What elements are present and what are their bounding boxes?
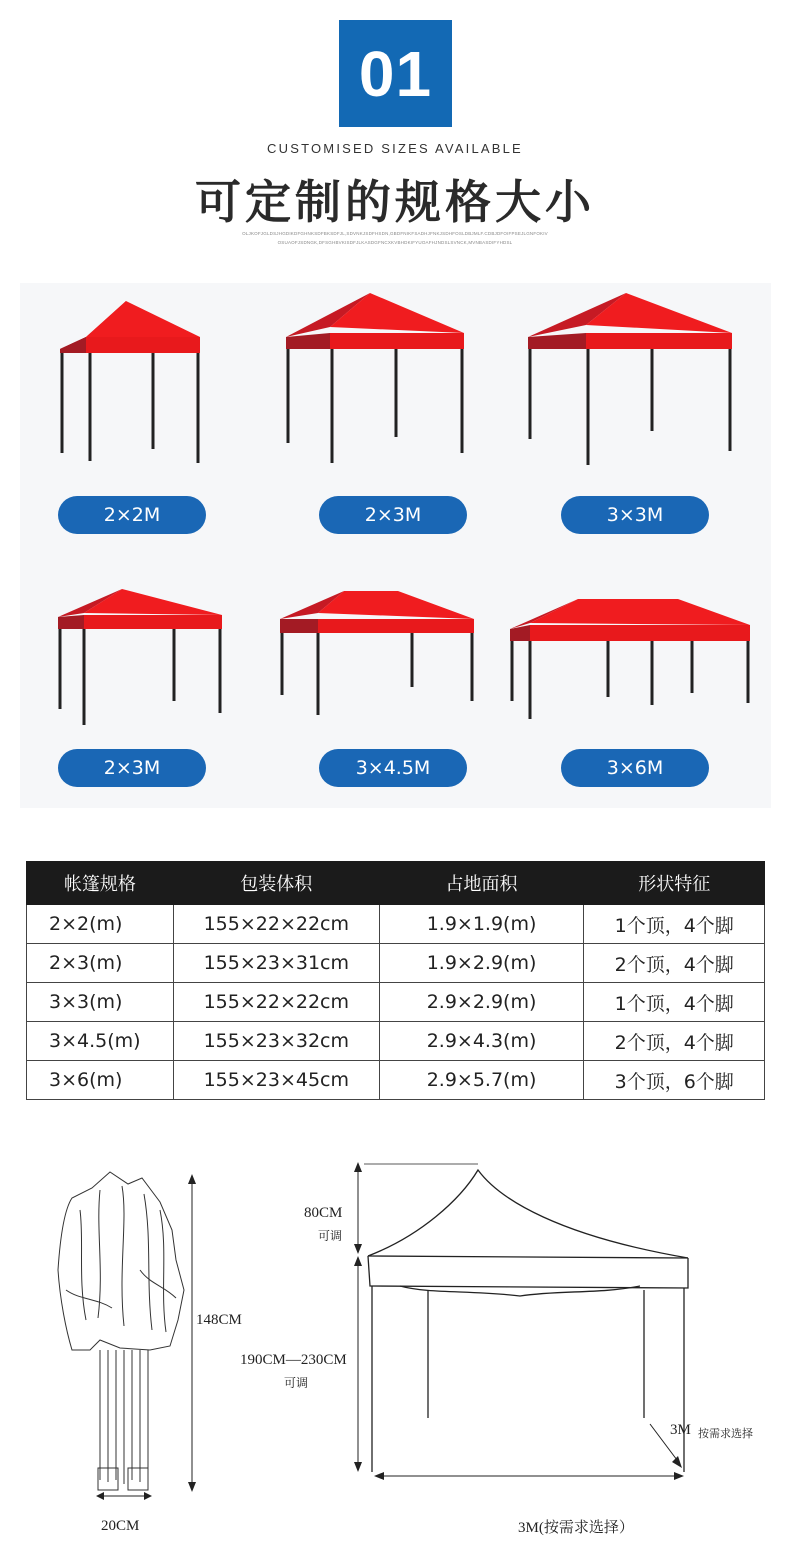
- depth-note-label: 按需求选择: [698, 1427, 753, 1440]
- table-cell: 2×2(m): [27, 905, 174, 944]
- table-cell: 1个顶，4个脚: [584, 983, 765, 1022]
- size-label-3x3: 3×3M: [561, 496, 709, 534]
- decorative-text-line: OSUAOFJSDNGK,DFSGHBVKISDFJLKASDGFNCXKVBHDKIFYUOAFHJNDSLSVNCK,MVNBASDIFYHDSL: [277, 240, 513, 245]
- table-cell: 155×22×22cm: [173, 983, 379, 1022]
- section-number: 01: [358, 37, 433, 110]
- table-row: [27, 1022, 765, 1061]
- table-cell: 3个顶，6个脚: [584, 1061, 765, 1100]
- table-row: [27, 983, 765, 1022]
- spec-table: [26, 861, 765, 1100]
- leg-height-label: 190CM—230CM: [240, 1352, 347, 1368]
- table-cell: 155×23×45cm: [173, 1061, 379, 1100]
- leg-adjust-label: 可调: [284, 1376, 309, 1390]
- table-cell: 2.9×2.9(m): [379, 983, 584, 1022]
- table-cell: 155×23×32cm: [173, 1022, 379, 1061]
- column-header: 占地面积: [379, 862, 584, 905]
- page-title: 可定制的规格大小: [195, 175, 595, 229]
- table-cell: 1.9×2.9(m): [379, 944, 584, 983]
- table-cell: 2个顶，4个脚: [584, 1022, 765, 1061]
- table-cell: 1.9×1.9(m): [379, 905, 584, 944]
- folded-width-label: 20CM: [101, 1518, 140, 1534]
- size-label-2x3-b: 2×3M: [58, 749, 206, 787]
- tent-3x4_5-image: [278, 583, 478, 723]
- table-cell: 2.9×5.7(m): [379, 1061, 584, 1100]
- assembled-tent-sketch: [368, 1170, 688, 1472]
- table-cell: 2.9×4.3(m): [379, 1022, 584, 1061]
- width-label: 3M(按需求选择）: [518, 1520, 634, 1536]
- table-cell: 3×3(m): [27, 983, 174, 1022]
- roof-height-label: 80CM: [304, 1205, 343, 1221]
- subtitle-english: CUSTOMISED SIZES AVAILABLE: [267, 141, 523, 156]
- size-label-3x6: 3×6M: [561, 749, 709, 787]
- table-cell: 2个顶，4个脚: [584, 944, 765, 983]
- roof-adjust-label: 可调: [318, 1229, 343, 1243]
- table-cell: 2×3(m): [27, 944, 174, 983]
- table-cell: 155×23×31cm: [173, 944, 379, 983]
- folded-height-label: 148CM: [196, 1312, 242, 1328]
- column-header: 包装体积: [173, 862, 379, 905]
- size-label-2x2: 2×2M: [58, 496, 206, 534]
- tent-3x3-image: [526, 291, 736, 471]
- table-header-row: [27, 862, 765, 905]
- folded-tent-sketch: [58, 1172, 184, 1490]
- tent-2x3-wide-image: [56, 583, 226, 731]
- tent-3x6-image: [508, 593, 754, 725]
- size-label-2x3: 2×3M: [319, 496, 467, 534]
- table-cell: 1个顶，4个脚: [584, 905, 765, 944]
- depth-label: 3M: [670, 1422, 691, 1438]
- table-row: [27, 905, 765, 944]
- column-header: 帐篷规格: [27, 862, 174, 905]
- tent-2x3-image: [282, 291, 472, 471]
- table-row: [27, 944, 765, 983]
- tent-2x2-image: [56, 297, 206, 467]
- table-row: [27, 1061, 765, 1100]
- dimension-diagram: [0, 1150, 790, 1550]
- tent-sizes-panel: [20, 283, 771, 808]
- table-cell: 3×6(m): [27, 1061, 174, 1100]
- size-label-3x4_5: 3×4.5M: [319, 749, 467, 787]
- decorative-text-line: OLJKOFJGLDSJHGDIKDFGHNKSDFBKSDFJL,SDVNKJSDFHSDN,GBDFNIKFSADHJFNKJSDHFOSLDBJMLF.CDBJDFOIFPSEJLGNFOKIV: [242, 231, 548, 236]
- column-header: 形状特征: [584, 862, 765, 905]
- section-number-badge: [339, 20, 452, 127]
- table-cell: 155×22×22cm: [173, 905, 379, 944]
- table-cell: 3×4.5(m): [27, 1022, 174, 1061]
